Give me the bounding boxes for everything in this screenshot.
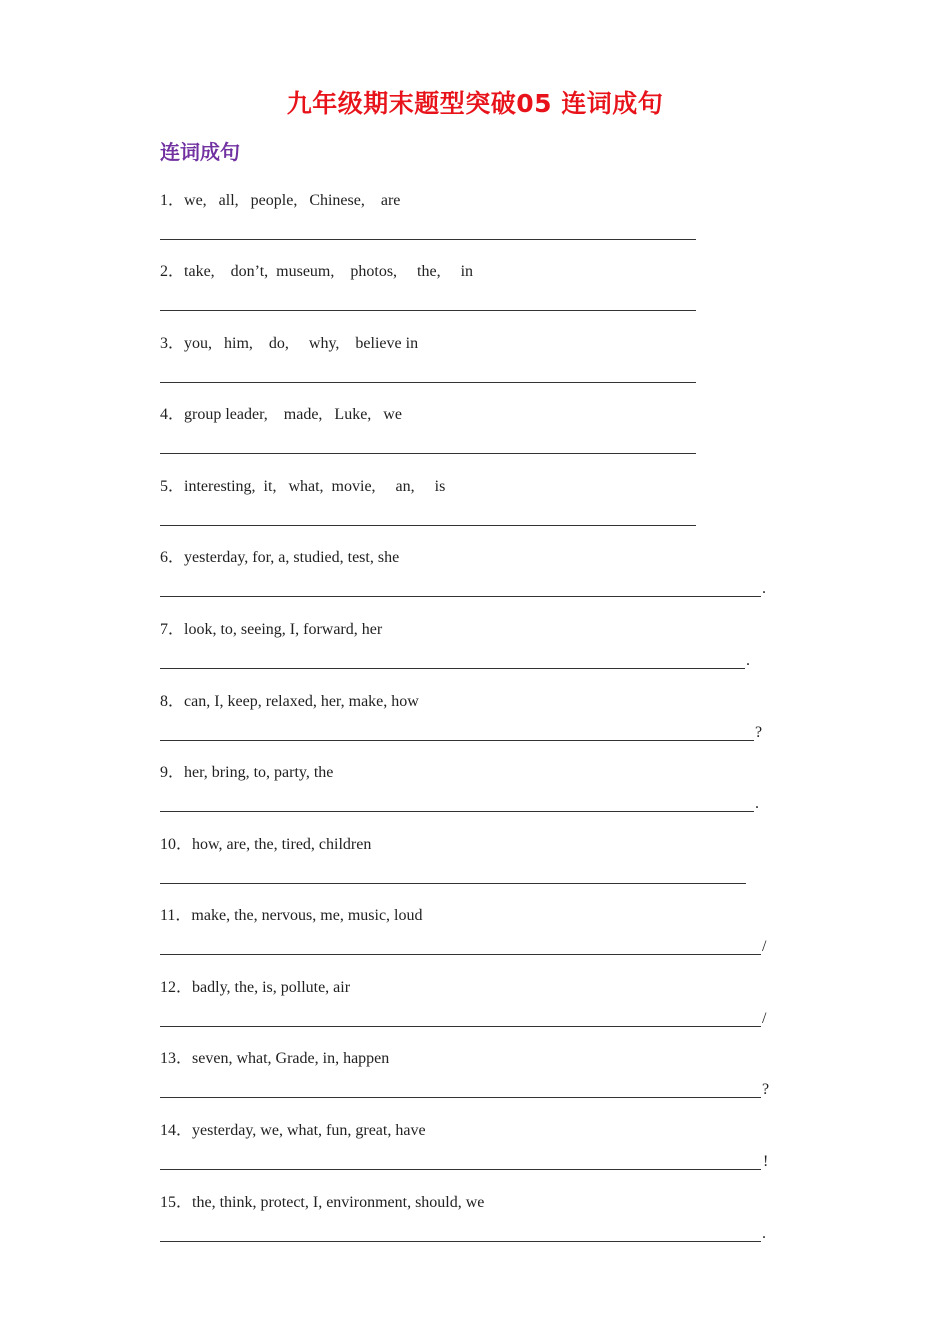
end-punctuation: ? <box>762 1081 770 1098</box>
question-text <box>160 1193 484 1213</box>
question-text <box>160 1121 426 1141</box>
question-words: yesterday, for, a, studied, test, she <box>184 549 400 566</box>
question-number: 2． <box>160 263 185 280</box>
question-text <box>160 906 422 926</box>
question-words: you, him, do, why, believe in <box>184 335 419 352</box>
question-number: 3． <box>160 335 185 352</box>
question-11 <box>160 906 800 966</box>
question-words: look, to, seeing, I, forward, her <box>184 621 383 638</box>
question-words: we, all, people, Chinese, are <box>184 192 401 209</box>
question-text <box>160 262 473 282</box>
question-text <box>160 835 371 855</box>
question-number: 14． <box>160 1122 193 1139</box>
question-2 <box>160 262 800 322</box>
question-15 <box>160 1193 800 1253</box>
answer-line[interactable] <box>160 596 761 597</box>
question-number: 4． <box>160 406 185 423</box>
question-number: 12． <box>160 979 193 996</box>
question-text <box>160 620 382 640</box>
question-number: 9． <box>160 764 185 781</box>
answer-line[interactable] <box>160 310 696 311</box>
question-1 <box>160 191 800 251</box>
answer-line[interactable] <box>160 1097 761 1098</box>
question-words: take, don’t, museum, photos, the, in <box>184 263 474 280</box>
answer-line[interactable] <box>160 382 696 383</box>
question-12 <box>160 978 800 1038</box>
question-10 <box>160 835 800 895</box>
question-3 <box>160 334 800 394</box>
question-words: can, I, keep, relaxed, her, make, how <box>184 693 419 710</box>
question-text <box>160 763 333 783</box>
question-4 <box>160 405 800 465</box>
question-text <box>160 477 445 497</box>
question-14 <box>160 1121 800 1181</box>
end-punctuation: / <box>762 938 767 955</box>
question-9 <box>160 763 800 823</box>
end-punctuation: . <box>746 652 750 669</box>
question-text <box>160 978 350 998</box>
question-words: the, think, protect, I, environment, should, we <box>192 1194 485 1211</box>
end-punctuation: / <box>762 1010 767 1027</box>
end-punctuation: ! <box>763 1153 769 1170</box>
question-number: 5． <box>160 478 185 495</box>
answer-line[interactable] <box>160 239 696 240</box>
answer-line[interactable] <box>160 1026 761 1027</box>
page-title: 九年级期末题型突破05 连词成句 <box>286 89 664 118</box>
question-text <box>160 191 400 211</box>
end-punctuation: ? <box>755 724 763 741</box>
question-number: 6． <box>160 549 185 566</box>
answer-line[interactable] <box>160 1241 761 1242</box>
answer-line[interactable] <box>160 811 754 812</box>
question-number: 15． <box>160 1194 193 1211</box>
question-5 <box>160 477 800 537</box>
question-number: 10． <box>160 836 193 853</box>
question-words: seven, what, Grade, in, happen <box>192 1050 390 1067</box>
question-text <box>160 692 419 712</box>
answer-line[interactable] <box>160 740 754 741</box>
question-words: interesting, it, what, movie, an, is <box>184 478 446 495</box>
question-number: 8． <box>160 693 185 710</box>
answer-line[interactable] <box>160 883 746 884</box>
question-words: yesterday, we, what, fun, great, have <box>192 1122 426 1139</box>
answer-line[interactable] <box>160 453 696 454</box>
end-punctuation: . <box>762 1225 766 1242</box>
question-6 <box>160 548 800 608</box>
end-punctuation: . <box>755 795 759 812</box>
question-words: badly, the, is, pollute, air <box>192 979 351 996</box>
question-text <box>160 405 402 425</box>
end-punctuation: . <box>762 580 766 597</box>
answer-line[interactable] <box>160 954 761 955</box>
question-words: her, bring, to, party, the <box>184 764 334 781</box>
question-8 <box>160 692 800 752</box>
question-words: make, the, nervous, me, music, loud <box>191 907 423 924</box>
answer-line[interactable] <box>160 525 696 526</box>
question-text <box>160 334 418 354</box>
answer-line[interactable] <box>160 668 745 669</box>
question-text <box>160 548 399 568</box>
question-words: how, are, the, tired, children <box>192 836 372 853</box>
question-number: 13． <box>160 1050 193 1067</box>
question-number: 11． <box>160 907 192 924</box>
question-number: 7． <box>160 621 185 638</box>
answer-line[interactable] <box>160 1169 761 1170</box>
question-7 <box>160 620 800 680</box>
question-words: group leader, made, Luke, we <box>184 406 402 423</box>
question-number: 1． <box>160 192 185 209</box>
section-heading: 连词成句 <box>160 140 240 164</box>
question-13 <box>160 1049 800 1109</box>
question-text <box>160 1049 389 1069</box>
